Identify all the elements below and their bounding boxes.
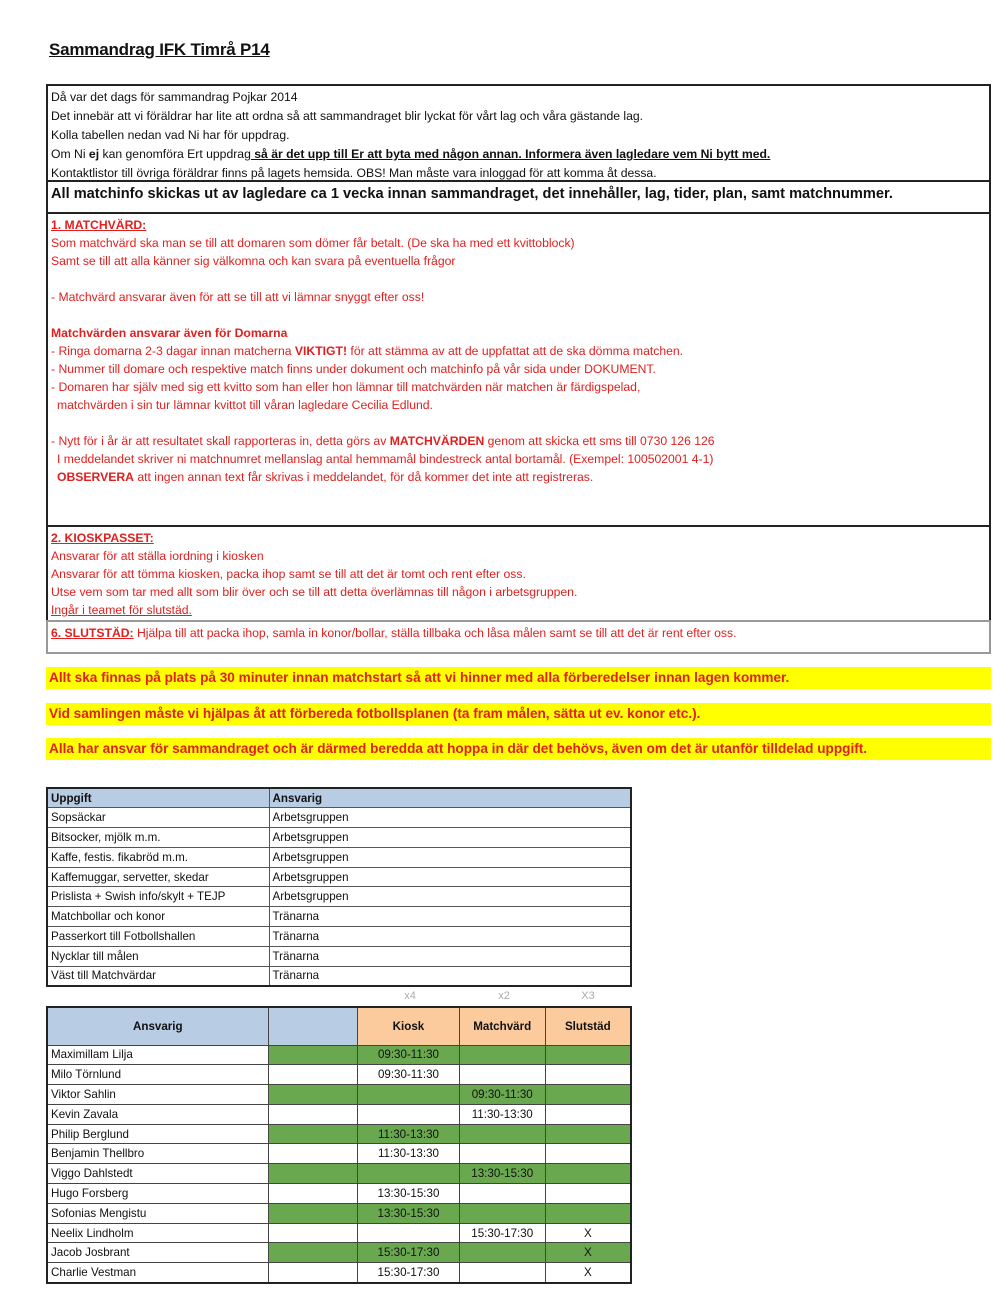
slutstad-cell bbox=[545, 1104, 631, 1124]
blank-cell bbox=[268, 1223, 358, 1243]
table-row bbox=[47, 1045, 631, 1065]
table-row bbox=[47, 1085, 631, 1105]
column-header: Ansvarig bbox=[269, 788, 631, 808]
task-cell: Kaffemuggar, servetter, skedar bbox=[47, 867, 269, 887]
matchvard-cell bbox=[459, 1124, 545, 1144]
matchvard-multiplier: x2 bbox=[498, 990, 510, 1002]
text-line: Utse vem som tar med allt som blir över och se till att detta överlämnas till någon i arbetsgruppen. bbox=[51, 585, 578, 599]
column-header: Slutstäd bbox=[545, 1007, 631, 1045]
person-name: Charlie Vestman bbox=[47, 1263, 268, 1283]
text: - Ringa domarna 2-3 dagar innan matcherna bbox=[51, 344, 295, 358]
highlight-note: Alla har ansvar för sammandraget och är därmed beredda att hoppa in där det behövs, även om det är utanför tilldelad uppgift. bbox=[46, 738, 991, 760]
person-name: Jacob Josbrant bbox=[47, 1243, 268, 1263]
kiosk-cell: 13:30-15:30 bbox=[358, 1184, 460, 1204]
table-row bbox=[47, 1203, 631, 1223]
matchvard-section bbox=[48, 214, 989, 527]
matchvard-cell bbox=[459, 1263, 545, 1283]
emphasis-text: så är det upp till Er att byta med någon annan. Informera även lagledare vem Ni bytt med. bbox=[250, 147, 771, 161]
column-header bbox=[268, 1007, 358, 1045]
tasks-table bbox=[46, 787, 632, 987]
person-name: Hugo Forsberg bbox=[47, 1184, 268, 1204]
table-row bbox=[47, 1104, 631, 1124]
intro-line bbox=[51, 145, 986, 164]
responsible-cell: Tränarna bbox=[269, 966, 631, 986]
task-cell: Bitsocker, mjölk m.m. bbox=[47, 828, 269, 848]
table-row bbox=[47, 808, 631, 828]
blank-cell bbox=[268, 1263, 358, 1283]
intro-line: Det innebär att vi föräldrar har lite att ordna så att sammandraget blir lyckat för vårt lag och våra gästande lag. bbox=[51, 109, 644, 123]
text: för att stämma av att de uppfattat att de ska dömma matchen. bbox=[347, 344, 684, 358]
matchvard-cell bbox=[459, 1045, 545, 1065]
info-box bbox=[46, 84, 991, 625]
task-cell: Väst till Matchvärdar bbox=[47, 966, 269, 986]
text: att ingen annan text får skrivas i meddelandet, för då kommer det inte att registreras. bbox=[133, 470, 594, 484]
table-row bbox=[47, 1164, 631, 1184]
kiosk-section bbox=[48, 527, 989, 623]
person-name: Kevin Zavala bbox=[47, 1104, 268, 1124]
text-line: Ansvarar för att tömma kiosken, packa ihop samt se till att det är tomt och rent efter oss. bbox=[51, 567, 526, 581]
text-line: Ansvarar för att ställa iordning i kiosken bbox=[51, 549, 264, 563]
column-header: Ansvarig bbox=[47, 1007, 268, 1045]
column-header: Uppgift bbox=[47, 788, 269, 808]
text-line: Samt se till att alla känner sig välkomna och kan svara på eventuella frågor bbox=[51, 254, 456, 268]
task-cell: Kaffe, festis. fikabröd m.m. bbox=[47, 847, 269, 867]
person-name: Philip Berglund bbox=[47, 1124, 268, 1144]
matchvard-cell: 15:30-17:30 bbox=[459, 1223, 545, 1243]
intro-line: Då var det dags för sammandrag Pojkar 2014 bbox=[51, 90, 298, 104]
kiosk-cell: 11:30-13:30 bbox=[358, 1144, 460, 1164]
slutstad-cell bbox=[545, 1065, 631, 1085]
matchvard-cell: 13:30-15:30 bbox=[459, 1164, 545, 1184]
text-line bbox=[51, 468, 986, 486]
responsible-cell: Arbetsgruppen bbox=[269, 808, 631, 828]
section-heading: 2. KIOSKPASSET: bbox=[51, 531, 154, 545]
responsible-cell: Tränarna bbox=[269, 946, 631, 966]
kiosk-cell: 13:30-15:30 bbox=[358, 1203, 460, 1223]
kiosk-cell: 15:30-17:30 bbox=[358, 1243, 460, 1263]
slutstad-cell bbox=[545, 1124, 631, 1144]
kiosk-cell bbox=[358, 1085, 460, 1105]
table-row bbox=[47, 887, 631, 907]
schedule-table bbox=[46, 1006, 632, 1284]
responsible-cell: Arbetsgruppen bbox=[269, 847, 631, 867]
slutstad-cell: X bbox=[545, 1263, 631, 1283]
person-name: Viktor Sahlin bbox=[47, 1085, 268, 1105]
slutstad-section bbox=[46, 620, 991, 654]
section-heading: 6. SLUTSTÄD: bbox=[51, 626, 134, 640]
person-name: Sofonias Mengistu bbox=[47, 1203, 268, 1223]
responsible-cell: Arbetsgruppen bbox=[269, 828, 631, 848]
matchvard-cell bbox=[459, 1144, 545, 1164]
highlight-note: Vid samlingen måste vi hjälpas åt att förbereda fotbollsplanen (ta fram målen, sätta ut ev. konor etc.). bbox=[46, 703, 991, 725]
intro-line: Kontaktlistor till övriga föräldrar finns på lagets hemsida. OBS! Man måste vara inloggad för att komma åt dessa. bbox=[51, 166, 657, 180]
responsible-cell: Arbetsgruppen bbox=[269, 867, 631, 887]
intro-section bbox=[48, 86, 989, 182]
text-line: - Nummer till domare och respektive match finns under dokument och matchinfo på vår sida under DOKUMENT. bbox=[51, 362, 656, 376]
task-cell: Passerkort till Fotbollshallen bbox=[47, 927, 269, 947]
table-row bbox=[47, 1263, 631, 1283]
text: Hjälpa till att packa ihop, samla in konor/bollar, ställa tillbaka och låsa målen samt se till att det är rent efter oss. bbox=[133, 626, 737, 640]
table-row bbox=[47, 1223, 631, 1243]
text-line bbox=[51, 342, 986, 360]
task-cell: Matchbollar och konor bbox=[47, 907, 269, 927]
text-line bbox=[51, 432, 986, 450]
table-header-row bbox=[47, 1007, 631, 1045]
slutstad-cell: X bbox=[545, 1243, 631, 1263]
task-cell: Nycklar till målen bbox=[47, 946, 269, 966]
column-header: Kiosk bbox=[358, 1007, 460, 1045]
matchvard-cell: 11:30-13:30 bbox=[459, 1104, 545, 1124]
text-line: - Domaren har själv med sig ett kvitto som han eller hon lämnar till matchvärden när matchen är färdigspelad, bbox=[51, 380, 641, 394]
blank-cell bbox=[268, 1184, 358, 1204]
emphasis-text: VIKTIGT! bbox=[294, 344, 348, 358]
blank-cell bbox=[268, 1104, 358, 1124]
text: genom att skicka ett sms till 0730 126 126 bbox=[484, 434, 715, 448]
blank-cell bbox=[268, 1065, 358, 1085]
emphasis-text: MATCHVÄRDEN bbox=[389, 434, 485, 448]
text: Om Ni bbox=[51, 147, 89, 161]
person-name: Maximillam Lilja bbox=[47, 1045, 268, 1065]
slutstad-cell bbox=[545, 1203, 631, 1223]
slutstad-cell bbox=[545, 1144, 631, 1164]
text-line: Ingår i teamet för slutstäd. bbox=[51, 603, 192, 617]
highlight-note: Allt ska finnas på plats på 30 minuter innan matchstart så att vi hinner med alla förberedelser innan lagen kommer. bbox=[46, 667, 991, 689]
matchvard-cell bbox=[459, 1203, 545, 1223]
kiosk-cell: 09:30-11:30 bbox=[358, 1065, 460, 1085]
blank-cell bbox=[268, 1243, 358, 1263]
matchvard-cell bbox=[459, 1243, 545, 1263]
person-name: Neelix Lindholm bbox=[47, 1223, 268, 1243]
responsible-cell: Arbetsgruppen bbox=[269, 887, 631, 907]
text-line: matchvärden i sin tur lämnar kvittot till våran lagledare Cecilia Edlund. bbox=[57, 398, 433, 412]
text: - Nytt för i år är att resultatet skall rapporteras in, detta görs av bbox=[51, 434, 390, 448]
person-name: Benjamin Thellbro bbox=[47, 1144, 268, 1164]
responsible-cell: Tränarna bbox=[269, 927, 631, 947]
table-header-row bbox=[47, 788, 631, 808]
blank-cell bbox=[268, 1203, 358, 1223]
blank-cell bbox=[268, 1124, 358, 1144]
kiosk-cell bbox=[358, 1164, 460, 1184]
text: kan genomföra Ert uppdrag bbox=[99, 147, 251, 161]
text-line: Som matchvärd ska man se till att domaren som dömer får betalt. (De ska ha med ett kvittoblock) bbox=[51, 236, 575, 250]
table-row bbox=[47, 828, 631, 848]
text-line: I meddelandet skriver ni matchnumret mellanslag antal hemmamål bindestreck antal bortamål. (Exempel: 100502001 4-1) bbox=[57, 452, 714, 466]
table-row bbox=[47, 867, 631, 887]
matchvard-cell bbox=[459, 1065, 545, 1085]
slutstad-cell bbox=[545, 1164, 631, 1184]
emphasis-text: OBSERVERA bbox=[57, 470, 134, 484]
kiosk-cell: 11:30-13:30 bbox=[358, 1124, 460, 1144]
slutstad-cell bbox=[545, 1045, 631, 1065]
table-row bbox=[47, 847, 631, 867]
section-heading: 1. MATCHVÄRD: bbox=[51, 218, 147, 232]
matchvard-cell: 09:30-11:30 bbox=[459, 1085, 545, 1105]
matchvard-cell bbox=[459, 1184, 545, 1204]
slutstad-cell bbox=[545, 1184, 631, 1204]
column-header: Matchvärd bbox=[459, 1007, 545, 1045]
emphasis-text: ej bbox=[88, 147, 100, 161]
responsible-cell: Tränarna bbox=[269, 907, 631, 927]
table-row bbox=[47, 1124, 631, 1144]
kiosk-cell bbox=[358, 1223, 460, 1243]
table-row bbox=[47, 1144, 631, 1164]
blank-cell bbox=[268, 1164, 358, 1184]
table-row bbox=[47, 907, 631, 927]
table-row bbox=[47, 1065, 631, 1085]
person-name: Milo Törnlund bbox=[47, 1065, 268, 1085]
blank-cell bbox=[268, 1045, 358, 1065]
kiosk-cell: 09:30-11:30 bbox=[358, 1045, 460, 1065]
page-title: Sammandrag IFK Timrå P14 bbox=[49, 40, 270, 59]
table-row bbox=[47, 1243, 631, 1263]
sub-heading: Matchvärden ansvarar även för Domarna bbox=[51, 326, 288, 340]
text-line: - Matchvärd ansvarar även för att se till att vi lämnar snyggt efter oss! bbox=[51, 290, 425, 304]
table-row bbox=[47, 946, 631, 966]
slutstad-multiplier: X3 bbox=[581, 990, 595, 1002]
slutstad-cell bbox=[545, 1085, 631, 1105]
blank-cell bbox=[268, 1085, 358, 1105]
table-row bbox=[47, 966, 631, 986]
slutstad-cell: X bbox=[545, 1223, 631, 1243]
task-cell: Sopsäckar bbox=[47, 808, 269, 828]
table-row bbox=[47, 1184, 631, 1204]
kiosk-cell: 15:30-17:30 bbox=[358, 1263, 460, 1283]
matchinfo-notice: All matchinfo skickas ut av lagledare ca 1 vecka innan sammandraget, det innehåller, lag, tider, plan, samt matchnummer. bbox=[48, 182, 989, 214]
intro-line: Kolla tabellen nedan vad Ni har för uppdrag. bbox=[51, 128, 290, 142]
person-name: Viggo Dahlstedt bbox=[47, 1164, 268, 1184]
task-cell: Prislista + Swish info/skylt + TEJP bbox=[47, 887, 269, 907]
kiosk-multiplier: x4 bbox=[404, 990, 416, 1002]
blank-cell bbox=[268, 1144, 358, 1164]
table-row bbox=[47, 927, 631, 947]
kiosk-cell bbox=[358, 1104, 460, 1124]
